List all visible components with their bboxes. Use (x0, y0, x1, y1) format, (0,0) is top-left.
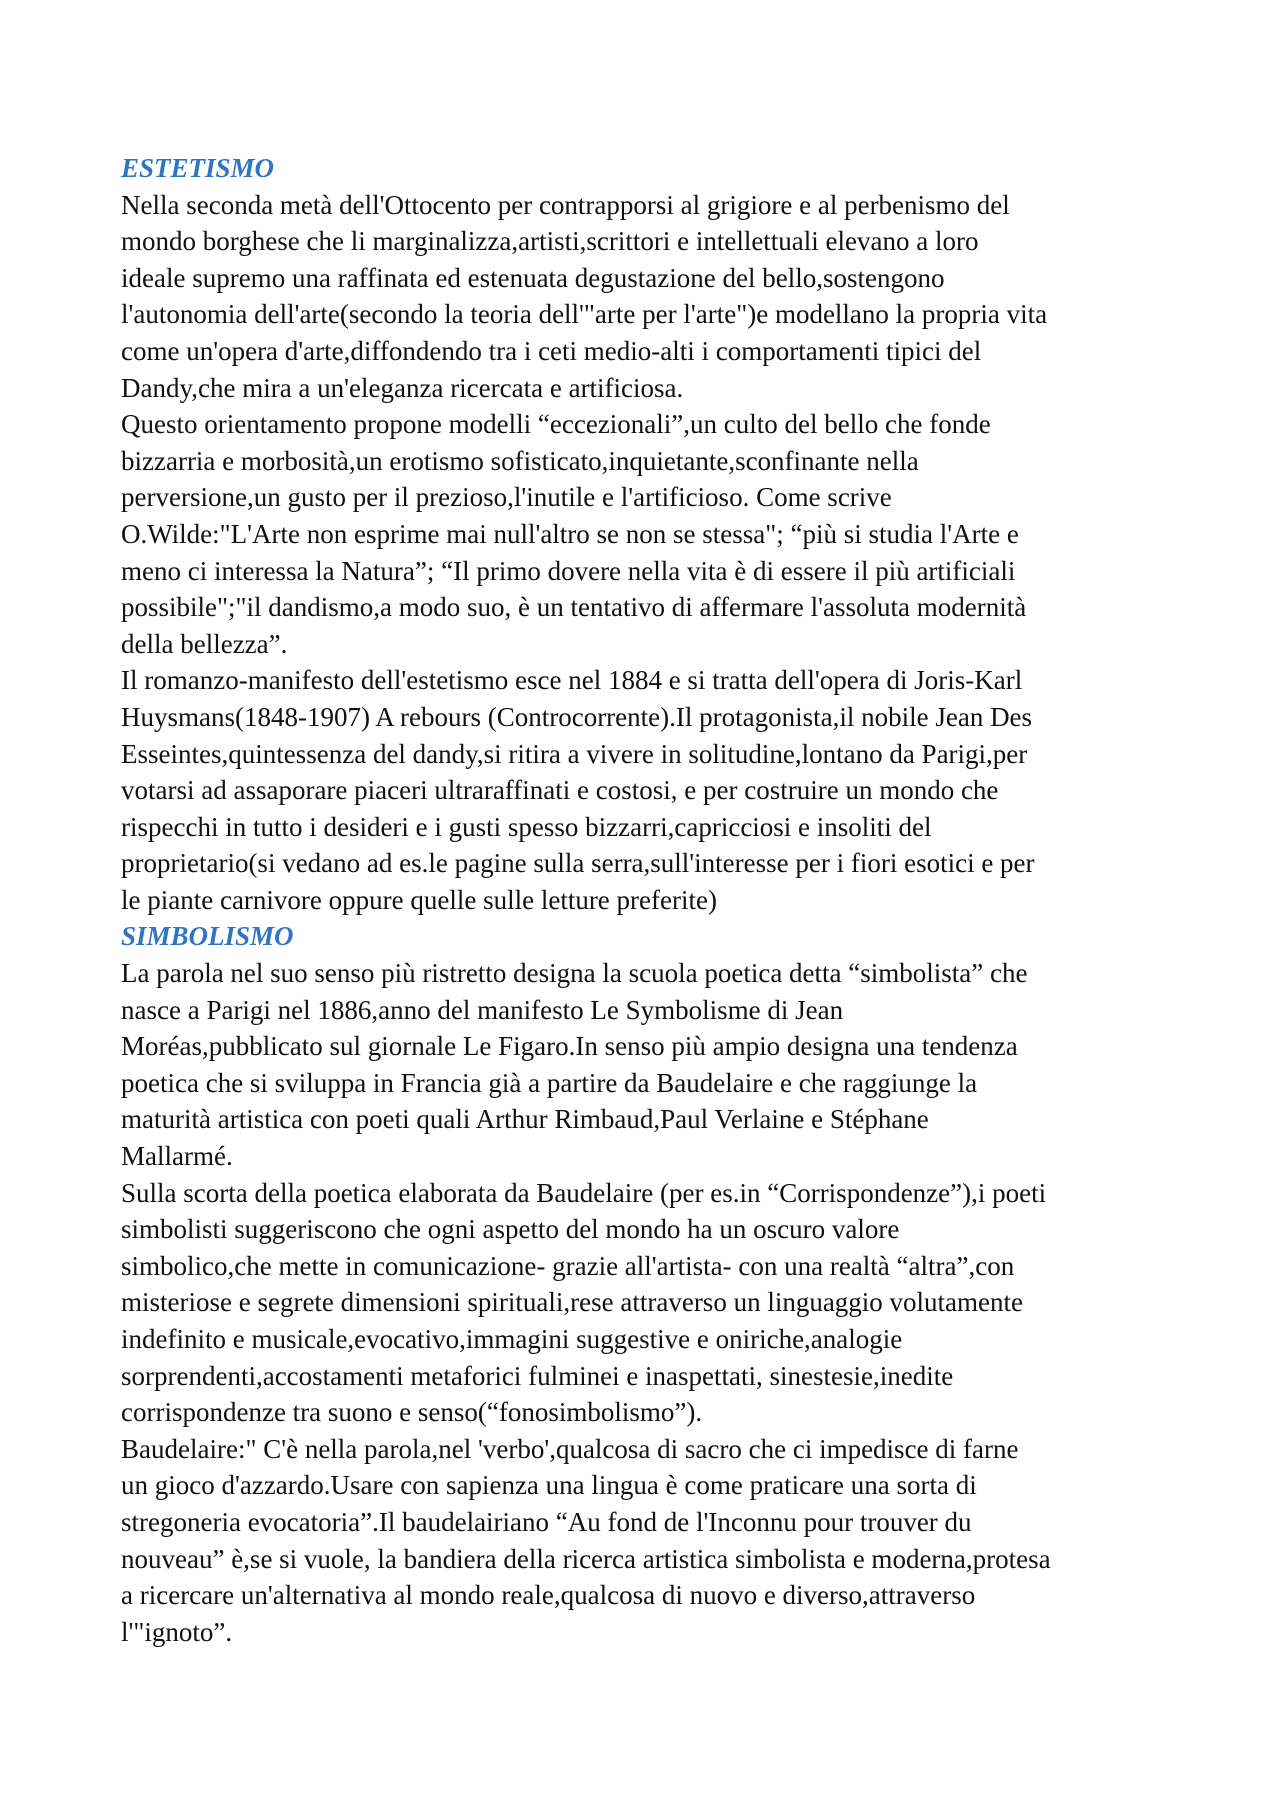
text-line: possibile";"il dandismo,a modo suo, è un tentativo di affermare l'assoluta modernità (121, 592, 1027, 623)
text-line: indefinito e musicale,evocativo,immagini suggestive e oniriche,analogie (121, 1324, 903, 1354)
text-line: l'"ignoto”. (121, 1616, 233, 1647)
text-line: Nella seconda metà dell'Ottocento per contrapporsi al grigiore e al perbenismo del (121, 189, 1010, 220)
text-line: La parola nel suo senso più ristretto designa la scuola poetica detta “simbolista” che (121, 958, 1028, 989)
text-line: proprietario(si vedano ad es.le pagine sulla serra,sull'interesse per i fiori esotici e per (121, 848, 1035, 879)
text-line: O.Wilde:"L'Arte non esprime mai null'altro se non se stessa"; “più si studia l'Arte e (121, 518, 1019, 549)
text-line: Huysmans(1848-1907) A rebours (Controcorrente).Il protagonista,il nobile Jean Des (121, 701, 1033, 732)
text-line: corrispondenze tra suono e senso(“fonosimbolismo”). (121, 1397, 703, 1428)
text-line: Moréas,pubblicato sul giornale Le Figaro.In senso più ampio designa una tendenza (121, 1031, 1018, 1062)
text-line: un gioco d'azzardo.Usare con sapienza una lingua è come praticare una sorta di (121, 1470, 977, 1501)
text-line: Dandy,che mira a un'eleganza ricercata e artificiosa. (121, 372, 684, 403)
text-line: sorprendenti,accostamenti metaforici fulminei e inaspettati, sinestesie,inedite (121, 1360, 954, 1391)
text-line: le piante carnivore oppure quelle sulle letture preferite) (121, 884, 717, 915)
text-line: votarsi ad assaporare piaceri ultraraffinati e costosi, e per costruire un mondo che (121, 775, 999, 806)
text-line: simbolico,che mette in comunicazione- grazie all'artista- con una realtà “altra”,con (121, 1250, 1015, 1281)
text-line: della bellezza”. (121, 628, 288, 659)
text-line: Baudelaire:" C'è nella parola,nel 'verbo',qualcosa di sacro che ci impedisce di farne (121, 1433, 1019, 1464)
text-line: poetica che si sviluppa in Francia già a partire da Baudelaire e che raggiunge la (121, 1067, 978, 1098)
text-line: ideale supremo una raffinata ed estenuata degustazione del bello,sostengono (121, 262, 945, 293)
text-line: meno ci interessa la Natura”; “Il primo dovere nella vita è di essere il più artificiali (121, 555, 1016, 586)
section-body (121, 955, 1171, 1650)
section-body (121, 187, 1171, 919)
text-line: mondo borghese che li marginalizza,artisti,scrittori e intellettuali elevano a loro (121, 226, 979, 257)
text-line: Il romanzo-manifesto dell'estetismo esce nel 1884 e si tratta dell'opera di Joris-Karl (121, 665, 1023, 696)
text-line: Esseintes,quintessenza del dandy,si ritira a vivere in solitudine,lontano da Parigi,per (121, 738, 1028, 769)
text-line: stregoneria evocatoria”.Il baudelairiano “Au fond de l'Inconnu pour trouver du (121, 1506, 972, 1537)
text-line: perversione,un gusto per il prezioso,l'inutile e l'artificioso. Come scrive (121, 482, 892, 513)
text-line: nasce a Parigi nel 1886,anno del manifesto Le Symbolisme di Jean (121, 994, 844, 1025)
text-line: bizzarria e morbosità,un erotismo sofisticato,inquietante,sconfinante nella (121, 445, 919, 476)
document-page (121, 150, 1171, 1650)
section-heading: ESTETISMO (121, 153, 275, 183)
text-line: misteriose e segrete dimensioni spirituali,rese attraverso un linguaggio volutamente (121, 1287, 1024, 1318)
section-simbolismo (121, 918, 1171, 1650)
text-line: come un'opera d'arte,diffondendo tra i ceti medio-alti i comportamenti tipici del (121, 335, 982, 366)
text-line: nouveau” è,se si vuole, la bandiera della ricerca artistica simbolista e moderna,protesa (121, 1543, 1051, 1574)
text-line: Mallarmé. (121, 1141, 233, 1172)
text-line: simbolisti suggeriscono che ogni aspetto del mondo ha un oscuro valore (121, 1214, 900, 1245)
section-estetismo (121, 150, 1171, 918)
text-line: Questo orientamento propone modelli “eccezionali”,un culto del bello che fonde (121, 409, 991, 440)
text-line: a ricercare un'alternativa al mondo reale,qualcosa di nuovo e diverso,attraverso (121, 1580, 976, 1611)
text-line: maturità artistica con poeti quali Arthur Rimbaud,Paul Verlaine e Stéphane (121, 1104, 929, 1135)
text-line: l'autonomia dell'arte(secondo la teoria dell'"arte per l'arte")e modellano la propria vita (121, 299, 1048, 330)
text-line: Sulla scorta della poetica elaborata da Baudelaire (per es.in “Corrispondenze”),i poeti (121, 1177, 1047, 1208)
text-line: rispecchi in tutto i desideri e i gusti spesso bizzarri,capricciosi e insoliti del (121, 811, 932, 842)
section-heading: SIMBOLISMO (121, 921, 294, 952)
